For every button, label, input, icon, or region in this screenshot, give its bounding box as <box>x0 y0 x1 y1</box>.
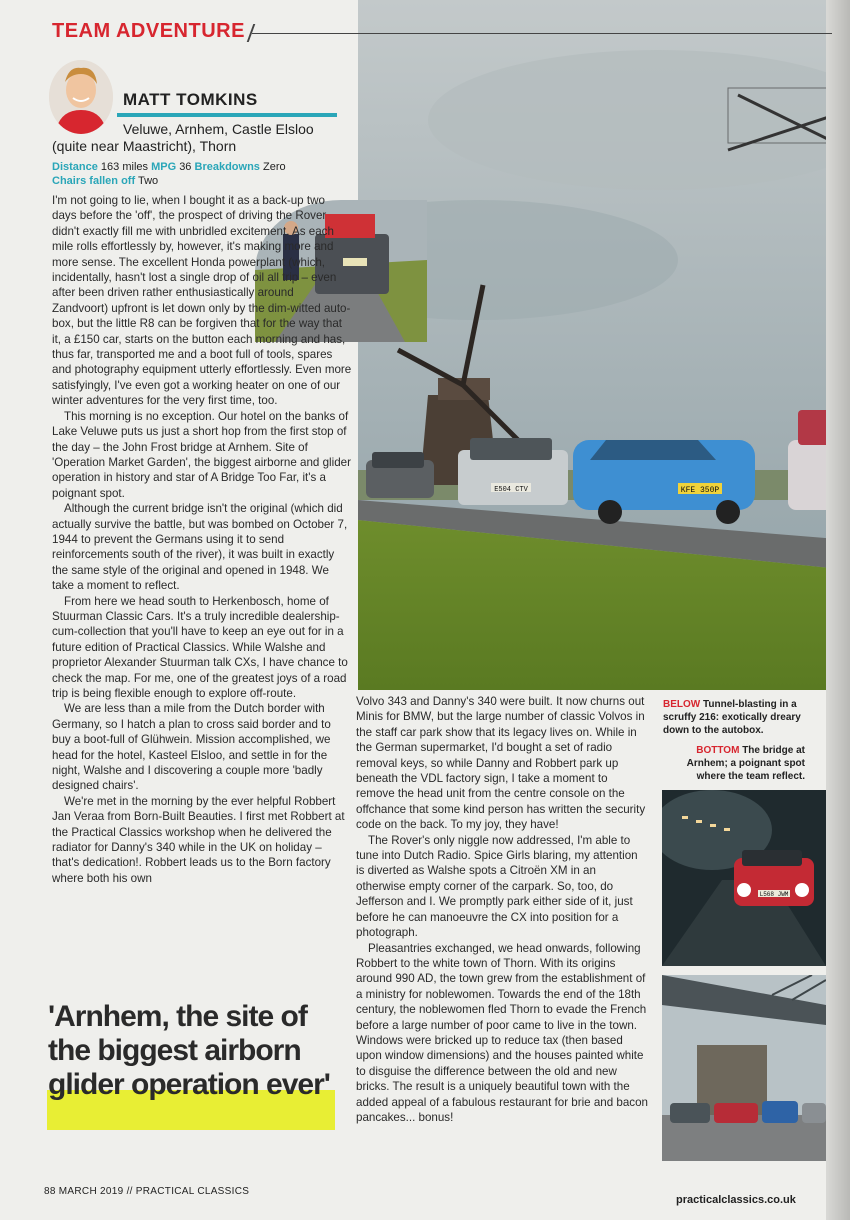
article-column-middle <box>356 694 648 1125</box>
caption-below-tag: BELOW <box>663 699 701 710</box>
bridge-photo <box>662 975 826 1161</box>
author-avatar <box>49 60 113 134</box>
paragraph-8: The Rover's only niggle now addressed, I'm able to tune into Dutch Radio. Spice Girls blaring, my attention is diverted as Walshe spots a Citroën XM in an otherwise empty corner of the carpark. So, too, do Jefferson and I. We promptly park either side of it, just before he can manoeuvre the CX into position for a photograph. <box>356 833 638 940</box>
paragraph-5: We are less than a mile from the Dutch border with Germany, so I hatch a plan to cross said border and to buy a boot-full of Glühwein. Mission accomplished, we head for the hotel, Kasteel Elsloo, and settle in for the night, Walshe and I discovering a couple more 'badly designed chairs'. <box>52 702 331 793</box>
header-rule <box>252 33 832 34</box>
caption-bottom-text: The bridge at Arnhem; a poignant spot where the team reflect. <box>686 745 805 782</box>
page-edge <box>826 0 850 1220</box>
stat-chairs-label: Chairs fallen off <box>52 175 136 187</box>
section-tag: TEAM ADVENTURE <box>52 20 245 42</box>
article-column-left <box>52 193 352 886</box>
caption-bottom <box>680 744 805 783</box>
stat-distance-value: 163 miles <box>100 161 148 173</box>
main-photo-windmill <box>358 0 850 690</box>
stat-mpg-value: 36 <box>179 161 192 173</box>
windmill-scene <box>358 0 850 690</box>
plate-tunnel: L568 JWM <box>759 891 789 898</box>
stat-chairs-value: Two <box>137 175 159 187</box>
paragraph-4: From here we head south to Herkenbosch, home of Stuurman Classic Cars. It's a truly incredible dealership-cum-collection that you'll have to keep an eye out for in a future edition of Practical Classics. While Walshe and proprietor Alexander Stuurman talk CXs, I have chance to check the map. For me, one of the greatest joys of a road trip is being flexible enough to explore off-route. <box>52 594 348 700</box>
tunnel-photo <box>662 790 826 966</box>
caption-below <box>663 698 813 737</box>
plate-cx: KFE 350P <box>680 486 720 495</box>
caption-below-text: Tunnel-blasting in a scruffy 216: exotically dreary down to the autobox. <box>663 699 801 736</box>
paragraph-1: I'm not going to lie, when I bought it as a back-up two days before the 'off', the prospect of driving the Rover didn't exactly fill me with unbridled excitement. As each mile rolls effortlessly by, however, it's making more and more sense. The excellent Honda powerplant (which, incidentally, hasn't lost a single drop of oil all trip – even after been driven rather enthusiastically around Zandvoort) upfront is let down only by the dim-witted auto-box, but the little R8 can be forgiven that for the way that it, a £150 car, starts on the button each morning and has, thus far, transported me and a boot full of tools, spares and photography equipment utterly effortlessly. Even more satisfyingly, I've even got a working heater on one of our winter adventures for the very first time, too. <box>52 194 352 408</box>
stat-breakdowns-label: Breakdowns <box>194 161 260 173</box>
stat-mpg-label: MPG <box>151 161 177 173</box>
stat-distance-label: Distance <box>52 161 98 173</box>
paragraph-7: Volvo 343 and Danny's 340 were built. It now churns out Minis for BMW, but the large number of classic Volvos in the staff car park show that its legacy lives on. While in the German supermarket, I'd bought a set of radio removal keys, so while Danny and Robbert park up beneath the VDL factory sign, I take a moment to remove the head unit from the centre console on the offchance that some kind person has written the security code on the back. To my joy, they have! <box>356 695 646 832</box>
caption-bottom-tag: BOTTOM <box>696 745 740 756</box>
paragraph-2: This morning is no exception. Our hotel on the banks of Lake Veluwe puts us just a short hop from the first stop of the day – the John Frost bridge at Arnhem. Site of 'Operation Market Garden', the biggest airborne and glider operation in history and star of A Bridge Too Far, it's a poignant spot. <box>52 409 351 500</box>
author-name: MATT TOMKINS <box>123 90 258 109</box>
paragraph-3: Although the current bridge isn't the original (which did actually survive the battle, but was bombed on October 7, 1944 to prevent the Germans using it to send reinforcements south of the river), it was built in exactly the same style of the original and opened in 1948. We take a moment to reflect. <box>52 502 348 593</box>
stat-breakdowns-value: Zero <box>262 161 286 173</box>
footer-website: practicalclassics.co.uk <box>676 1194 796 1206</box>
route-line-1: Veluwe, Arnhem, Castle Elsloo <box>123 121 314 137</box>
trip-stats <box>52 160 352 188</box>
footer-page-info: 88 MARCH 2019 // PRACTICAL CLASSICS <box>44 1186 250 1197</box>
paragraph-6: We're met in the morning by the ever helpful Robbert Jan Veraa from Born-Built Beauties. I first met Robbert at the Practical Classics workshop when he delivered the radiator for Danny's 340 while in the UK on holiday – that's dedication!. Robbert leads us to the Born factory where both his own <box>52 794 345 885</box>
plate-volvo: E504 CTV <box>494 486 528 494</box>
pull-quote: 'Arnhem, the site of the biggest airborn glider operation ever' <box>48 1000 330 1101</box>
paragraph-9: Pleasantries exchanged, we head onwards, following Robbert to the white town of Thorn. With its origins around 990 AD, the town grew from the establishment of a ministry for noblewomen. Towards the end of the 18th century, the noblewomen fled Thorn to evade the French before a large number of poor came to live in the town. Windows were bricked up to reduce tax (then based upon window dimensions) and the houses painted white to disguise the difference between the old and new bricks. The result is a uniquely beautiful town with the added appeal of a fabulous restaurant for brie and bacon pancakes... bonus! <box>356 941 648 1124</box>
route-line-2: (quite near Maastricht), Thorn <box>52 138 237 154</box>
author-rule <box>117 113 337 117</box>
